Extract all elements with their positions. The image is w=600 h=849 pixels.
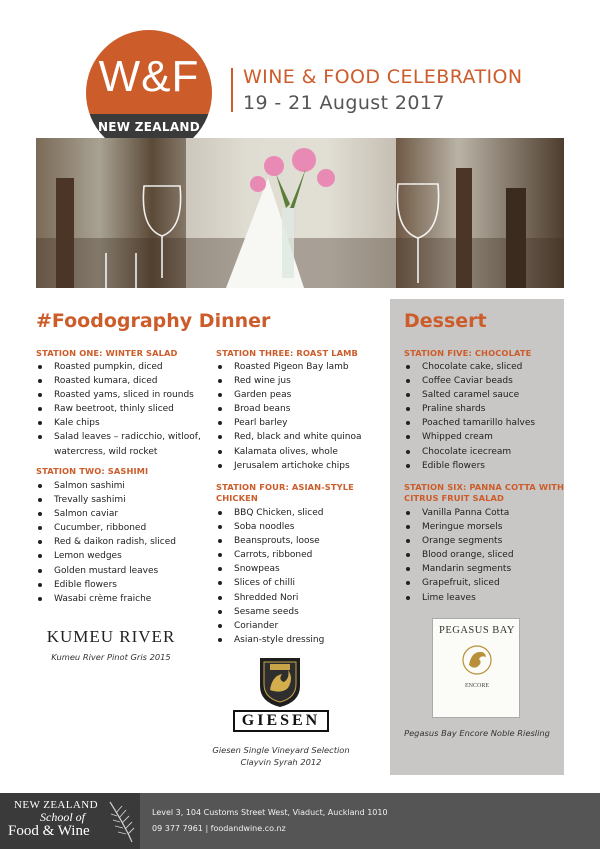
list-item: Vanilla Panna Cotta [404,506,514,520]
station-six-heading [404,482,564,504]
list-item: Salted caramel sauce [404,388,535,402]
station-one-list [36,360,201,459]
list-item: Pearl barley [216,416,362,430]
station-one-heading: STATION ONE: WINTER SALAD [36,348,178,358]
list-item: Soba noodles [216,520,324,534]
station-three-heading: STATION THREE: ROAST LAMB [216,348,358,358]
list-item: Cucumber, ribboned [36,521,176,535]
list-item: Beansprouts, loose [216,534,324,548]
dinner-title: #Foodography Dinner [36,310,271,332]
list-item: Praline shards [404,402,535,416]
footer-contact: 09 377 7961 | foodandwine.co.nz [152,824,286,833]
station-four-list [216,506,324,647]
event-title: WINE & FOOD CELEBRATION [243,66,523,88]
station-four-heading-line2: CHICKEN [216,493,258,503]
list-item: Snowpeas [216,562,324,576]
station-six-heading-line1: STATION SIX: PANNA COTTA WITH [404,482,565,492]
list-item: Red wine jus [216,374,362,388]
station-four-heading-line1: STATION FOUR: ASIAN-STYLE [216,482,354,492]
station-four-heading [216,482,354,504]
list-item: Carrots, ribboned [216,548,324,562]
footer-address: Level 3, 104 Customs Street West, Viaduct, Auckland 1010 [152,808,388,817]
list-item: Lemon wedges [36,549,176,563]
pegasus-bay-label [432,618,520,718]
hero-photo [36,138,564,288]
school-logo-line3: Food & Wine [8,823,90,839]
list-item: Raw beetroot, thinly sliced [36,402,201,416]
dessert-title: Dessert [404,310,487,332]
station-six-list [404,506,514,605]
fern-icon [104,798,138,844]
list-item: Red, black and white quinoa [216,430,362,444]
list-item: Slices of chilli [216,576,324,590]
list-item: Edible flowers [36,578,176,592]
header-divider [231,68,233,112]
list-item: Whipped cream [404,430,535,444]
list-item: BBQ Chicken, sliced [216,506,324,520]
station-two-list [36,479,176,606]
list-item: Roasted Pigeon Bay lamb [216,360,362,374]
list-item: Wasabi crème fraiche [36,592,176,606]
logo-subtitle: NEW ZEALAND [97,120,201,134]
pegasus-bay-logo: PEGASUS BAY [438,625,515,636]
station-three-list [216,360,362,473]
list-item: Broad beans [216,402,362,416]
list-item: Meringue morsels [404,520,514,534]
kumeu-river-logo: KUMEU RIVER [46,627,176,646]
list-item: Chocolate cake, sliced [404,360,535,374]
giesen-caption-line1: Giesen Single Vineyard Selection [212,745,350,755]
station-two-heading: STATION TWO: SASHIMI [36,466,149,476]
list-item: Roasted pumpkin, diced [36,360,201,374]
giesen-logo: GIESEN [233,710,329,732]
pegasus-wine-caption: Pegasus Bay Encore Noble Riesling [404,728,550,738]
list-item: Roasted kumara, diced [36,374,201,388]
list-item: Golden mustard leaves [36,564,176,578]
pegasus-emblem-icon [461,643,493,677]
list-item: Edible flowers [404,459,535,473]
list-item: Garden peas [216,388,362,402]
list-item: Grapefruit, sliced [404,576,514,590]
pegasus-encore-text: ENCORE [465,683,489,689]
list-item: Red & daikon radish, sliced [36,535,176,549]
station-five-heading: STATION FIVE: CHOCOLATE [404,348,532,358]
list-item: Orange segments [404,534,514,548]
giesen-wine-caption [206,744,356,768]
list-item: Sesame seeds [216,605,324,619]
school-logo-line1: NEW ZEALAND [14,799,98,811]
list-item: Asian-style dressing [216,633,324,647]
list-item: Poached tamarillo halves [404,416,535,430]
logo-mark: W&F [98,52,200,101]
list-item: Coriander [216,619,324,633]
list-item: Salmon sashimi [36,479,176,493]
station-six-heading-line2: CITRUS FRUIT SALAD [404,493,505,503]
list-item: Blood orange, sliced [404,548,514,562]
list-item: Roasted yams, sliced in rounds [36,388,201,402]
list-item: Kale chips [36,416,201,430]
event-dates: 19 - 21 August 2017 [243,92,445,114]
list-item: Kalamata olives, whole [216,445,362,459]
list-item: Shredded Nori [216,591,324,605]
list-item: Lime leaves [404,591,514,605]
list-item: Salad leaves – radicchio, witloof, [36,430,201,444]
school-logo-line2: School of [40,810,85,824]
list-item: Jerusalem artichoke chips [216,459,362,473]
table-setting-illustration [36,138,564,288]
list-item: Salmon caviar [36,507,176,521]
list-item-continuation: watercress, wild rocket [54,446,158,457]
giesen-crest-icon [258,656,302,708]
station-five-list [404,360,535,473]
list-item: Coffee Caviar beads [404,374,535,388]
kumeu-wine-caption: Kumeu River Pinot Gris 2015 [51,652,171,662]
giesen-caption-line2: Clayvin Syrah 2012 [240,757,322,767]
list-item: Trevally sashimi [36,493,176,507]
list-item: Mandarin segments [404,562,514,576]
list-item: Chocolate icecream [404,445,535,459]
